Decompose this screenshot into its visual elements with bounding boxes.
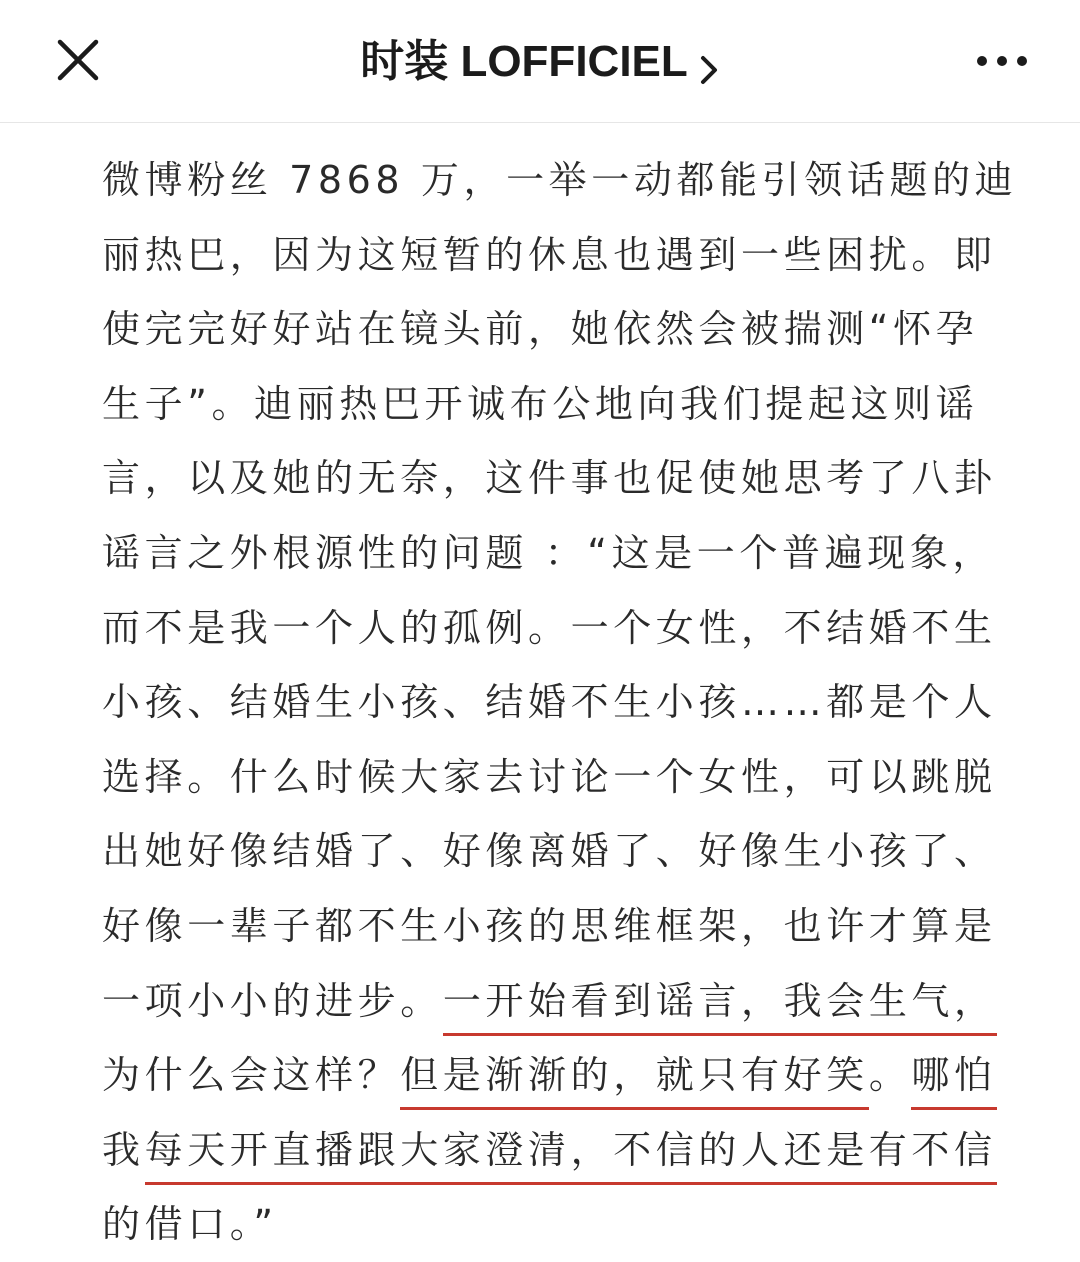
article-line: 小孩、结婚生小孩、结婚不生小孩……都是个人	[102, 680, 997, 725]
more-horizontal-icon	[972, 48, 1032, 74]
more-options-button[interactable]	[972, 48, 1032, 74]
underlined-quote: 哪怕	[911, 1053, 996, 1110]
article-line: 好像一辈子都不生小孩的思维框架，也许才算是	[102, 903, 997, 948]
top-bar	[0, 0, 1080, 123]
article-line: 的借口。”	[102, 1202, 278, 1247]
article-line	[102, 1113, 997, 1188]
article-line: 谣言之外根源性的问题 ：“这是一个普遍现象，	[102, 530, 995, 575]
article-line	[102, 1038, 997, 1113]
underlined-quote: 一开始看到谣言，我会生气，	[443, 979, 997, 1036]
text-segment: 一项小小的进步。	[102, 978, 443, 1023]
article-line: 出她好像结婚了、好像离婚了、好像生小孩了、	[102, 829, 997, 874]
article-body	[102, 143, 1018, 1262]
chevron-right-icon	[698, 44, 720, 76]
text-segment: 为什么会这样？	[102, 1053, 401, 1098]
article-line: 选择。什么时候大家去讨论一个女性，可以跳脱	[102, 754, 997, 799]
text-segment: 我	[102, 1127, 145, 1172]
article-line: 使完完好好站在镜头前，她依然会被揣测“怀孕	[102, 307, 979, 352]
underlined-quote: 但是渐渐的，就只有好笑	[400, 1053, 869, 1110]
article-line	[102, 964, 997, 1039]
article-line: 生子”。迪丽热巴开诚布公地向我们提起这则谣	[102, 381, 979, 426]
underlined-quote: 每天开直播跟大家澄清，不信的人还是有不信	[145, 1128, 997, 1185]
article-line: 言，以及她的无奈，这件事也促使她思考了八卦	[102, 456, 997, 501]
article-line: 微博粉丝 7868 万，一举一动都能引领话题的迪	[102, 158, 1018, 202]
article-line: 丽热巴，因为这短暂的休息也遇到一些困扰。即	[102, 232, 997, 277]
article-line: 而不是我一个人的孤例。一个女性，不结婚不生	[102, 605, 997, 650]
account-title-link[interactable]	[0, 34, 1080, 90]
page-title: 时装 LOFFICIEL	[360, 37, 688, 86]
text-segment: 。	[868, 1053, 912, 1098]
